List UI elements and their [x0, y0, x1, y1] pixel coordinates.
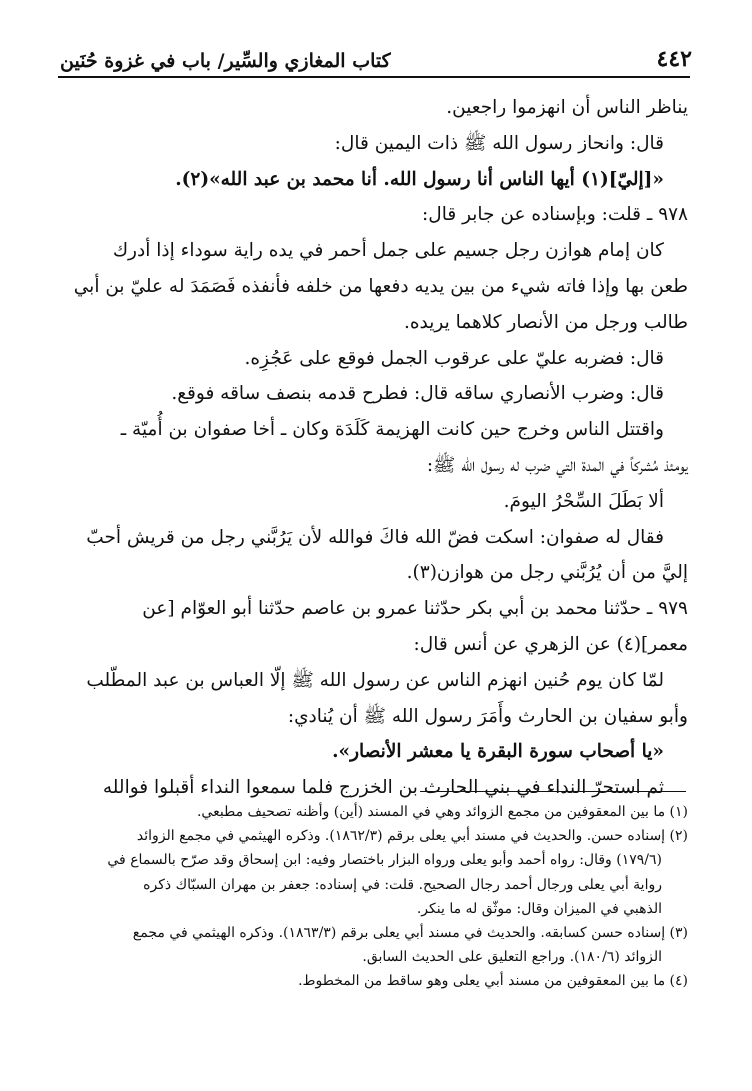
footnotes — [66, 800, 688, 994]
footnote-line: (١٧٩/٦) وقال: رواه أحمد وأبو يعلى ورواه البزار باختصار وفيه: ابن إسحاق وقد صرّح بالسماع في — [107, 852, 662, 869]
footnote-line: الذهبي في الميزان وقال: موثّق له ما ينكر. — [416, 900, 662, 917]
text-line: وأبو سفيان بن الحارث وأَمَرَ رسول الله ﷺ أن يُنادي: — [287, 705, 688, 727]
text-line: قال: وضرب الأنصاري ساقه قال: فطرح قدمه بنصف ساقه فوقع. — [171, 383, 664, 405]
page-number: ٤٤٢ — [656, 46, 692, 72]
running-title: كتاب المغازي والسِّير/ باب في غزوة حُنَين — [60, 50, 391, 72]
text-line: ٩٧٩ ـ حدّثنا محمد بن أبي بكر حدّثنا عمرو بن عاصم حدّثنا أبو العوّام [عن — [142, 598, 688, 620]
text-line: يناظر الناس أن انهزموا راجعين. — [446, 97, 688, 118]
text-line: طعن بها وإذا فاته شيء من بين يديه دفعها من خلفه فأنفذه فَصَمَدَ له عليّ بن أبي — [73, 275, 688, 297]
text-line: «[إليّ](١) أيها الناس أنا رسول الله. أنا محمد بن عبد الله»(٢). — [175, 168, 664, 190]
footnote-line: (٣) إسناده حسن كسابقه. والحديث في مسند أبي يعلى برقم (١٨٦٣/٣). وذكره الهيثمي في مجمع — [132, 925, 688, 942]
text-line: ثم استحرّ النداء في بني الحارث بن الخزرج فلما سمعوا النداء أقبلوا فوالله — [102, 777, 664, 799]
text-line: ألا بَطَلَ السِّحْرُ اليومَ. — [503, 490, 664, 512]
main-text — [66, 90, 688, 806]
text-line: «يا أصحاب سورة البقرة يا معشر الأنصار». — [332, 741, 664, 763]
text-line: معمر](٤) عن الزهري عن أنس قال: — [413, 633, 688, 655]
text-line: واقتتل الناس وخرج حين كانت الهزيمة كَلَدَة وكان ـ أخا صفوان بن أُميّة ـ — [120, 419, 664, 441]
header-divider — [58, 76, 690, 78]
text-line: ٩٧٨ ـ قلت: وبإسناده عن جابر قال: — [422, 204, 688, 226]
text-line: طالب ورجل من الأنصار كلاهما يريده. — [403, 311, 688, 333]
footnote-divider — [420, 791, 686, 792]
text-line: كان إمام هوازن رجل جسيم على جمل أحمر في يده راية سوداء إذا أدرك — [112, 240, 664, 262]
text-line: قال: وانحاز رسول الله ﷺ ذات اليمين قال: — [334, 132, 664, 154]
text-line: إليَّ من أن يُرُبَّني رجل من هوازن(٣). — [406, 562, 688, 584]
footnote-line: الزوائد (١٨٠/٦). وراجع التعليق على الحديث السابق. — [362, 949, 662, 966]
text-line: لمّا كان يوم حُنين انهزم الناس عن رسول الله ﷺ إلّا العباس بن عبد المطّلب — [86, 669, 664, 691]
text-line: يومئذ مُشركاً في المدة التي ضرب له رسول الله ﷺ: — [426, 454, 688, 476]
footnote-line: (١) ما بين المعقوفين من مجمع الزوائد وهي في المسند (أين) وأظنه تصحيف مطبعي. — [196, 804, 688, 820]
text-line: فقال له صفوان: اسكت فضّ الله فاكَ فوالله لأن يَرُبَّني رجل من قريش أحبّ — [86, 526, 664, 548]
footnote-line: (٢) إسناده حسن. والحديث في مسند أبي يعلى برقم (١٨٦٢/٣). وذكره الهيثمي في مجمع الزوائد — [136, 828, 688, 845]
page-header — [60, 32, 692, 72]
footnote-line: (٤) ما بين المعقوفين من مسند أبي يعلى وهو ساقط من المخطوط. — [298, 973, 688, 990]
text-line: قال: فضربه عليّ على عرقوب الجمل فوقع على عَجُزِه. — [244, 347, 664, 369]
footnote-line: رواية أبي يعلى ورجال أحمد رجال الصحيح. قلت: في إسناده: جعفر بن مهران السبّاك ذكره — [143, 876, 662, 893]
